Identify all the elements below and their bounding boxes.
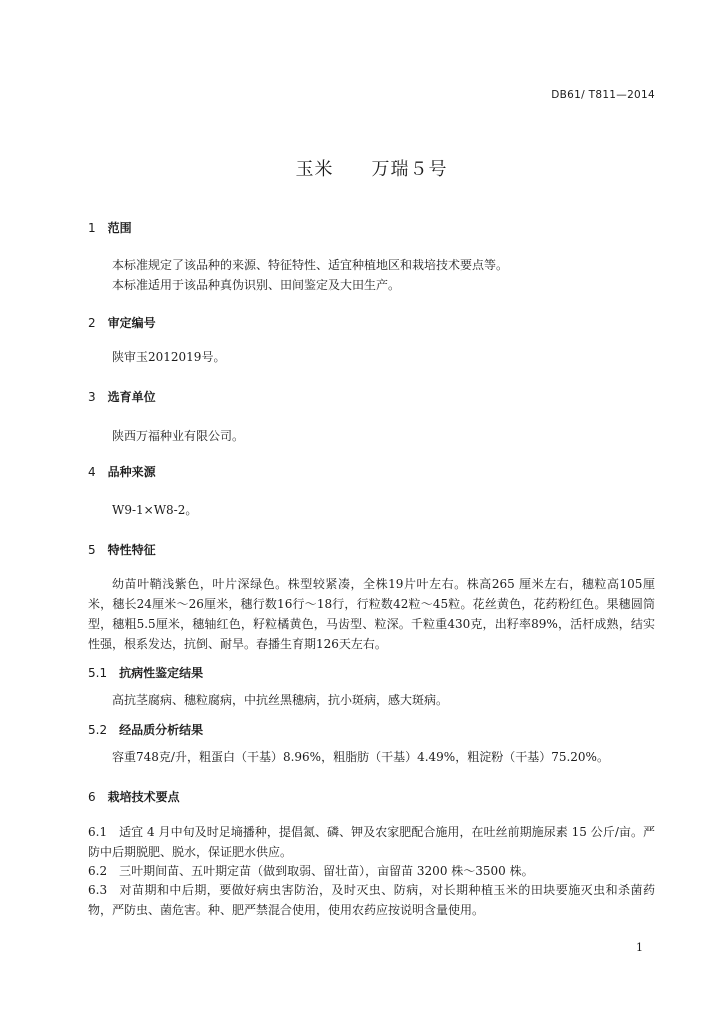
paragraph-text: 幼苗叶鞘浅紫色，叶片深绿色。株型较紧凑，全株19片叶左右。株高265 厘米左右，穗粒高105厘米，穗长24厘米～26厘米，穗行数16行～18行，行粒数42粒～45粒。花丝黄色，花药粉红色。果穗圆筒型，穗粗5.5厘米，穗轴红色，籽粒橘黄色，马齿型、粒深。千粒重430克，出籽率89%，活杆成熟，结实性强，根系发达，抗倒、耐旱。春播生育期126天左右。 — [88, 577, 655, 651]
clause-6-2 — [88, 861, 655, 881]
section-number: 2 — [88, 316, 96, 330]
section-body-origin — [88, 500, 655, 520]
clause-number: 6.2 — [88, 864, 108, 878]
clause-text: 对苗期和中后期，要做好病虫害防治，及时灭虫、防病，对长期种植玉米的田块要施灭虫和杀菌药物，严防虫、菌危害。种、肥严禁混合使用，使用农药应按说明含量使用。 — [88, 883, 655, 917]
section-heading-breeder — [88, 387, 655, 407]
section-number: 4 — [88, 465, 96, 479]
section-label: 选育单位 — [107, 390, 156, 404]
section-label: 抗病性鉴定结果 — [119, 666, 204, 680]
paragraph-line: 陕西万福种业有限公司。 — [112, 429, 245, 443]
section-heading-characteristics — [88, 540, 655, 560]
paragraph-line: 本标准适用于该品种真伪识别、田间鉴定及大田生产。 — [112, 278, 401, 292]
standard-code: DB61/ T811—2014 — [551, 89, 655, 101]
section-label: 栽培技术要点 — [107, 790, 180, 804]
clause-text: 适宜 4 月中旬及时足墒播种，提倡氮、磷、钾及农家肥配合施用，在吐丝前期施尿素 15 公斤/亩。严防中后期脱肥、脱水，保证肥水供应。 — [88, 825, 655, 859]
section-number: 5.2 — [88, 723, 108, 737]
document-title: 玉米 万瑞５号 — [295, 159, 448, 180]
section-label: 经品质分析结果 — [119, 723, 204, 737]
section-label: 特性特征 — [107, 543, 156, 557]
paragraph-line: 本标准规定了该品种的来源、特征特性、适宜种植地区和栽培技术要点等。 — [112, 258, 509, 272]
section-label: 品种来源 — [107, 465, 156, 479]
page-number: 1 — [636, 941, 643, 954]
paragraph-text: 容重748克/升，粗蛋白（干基）8.96%，粗脂肪（干基）4.49%，粗淀粉（干基）75.20%。 — [112, 750, 609, 764]
clause-text: 三叶期间苗、五叶期定苗（做到取弱、留壮苗），亩留苗 3200 株～3500 株。 — [119, 864, 534, 878]
section-heading-origin — [88, 462, 655, 482]
section-heading-cultivation — [88, 787, 655, 807]
section-label: 审定编号 — [107, 316, 156, 330]
subsection-heading-disease-resistance — [88, 663, 655, 683]
paragraph-text: 高抗茎腐病、穗粒腐病，中抗丝黑穗病，抗小斑病，感大斑病。 — [112, 693, 449, 707]
section-body-characteristics — [88, 574, 655, 654]
section-number: 6 — [88, 790, 96, 804]
subsection-body-disease-resistance — [88, 690, 655, 710]
section-label: 范围 — [107, 221, 132, 235]
paragraph-line: W9-1×W8-2。 — [112, 503, 198, 517]
subsection-heading-quality-analysis — [88, 720, 655, 740]
subsection-body-quality-analysis — [88, 747, 655, 767]
clause-number: 6.3 — [88, 883, 108, 897]
section-number: 1 — [88, 221, 96, 235]
section-body-scope — [88, 255, 655, 295]
clause-6-1 — [88, 822, 655, 862]
paragraph-line: 陕审玉2012019号。 — [112, 350, 226, 364]
section-heading-approval-number — [88, 313, 655, 333]
section-heading-scope — [88, 218, 655, 238]
section-body-approval-number — [88, 347, 655, 367]
section-body-breeder — [88, 426, 655, 446]
clause-number: 6.1 — [88, 825, 108, 839]
section-number: 5 — [88, 543, 96, 557]
section-number: 3 — [88, 390, 96, 404]
clause-6-3 — [88, 880, 655, 920]
section-number: 5.1 — [88, 666, 108, 680]
